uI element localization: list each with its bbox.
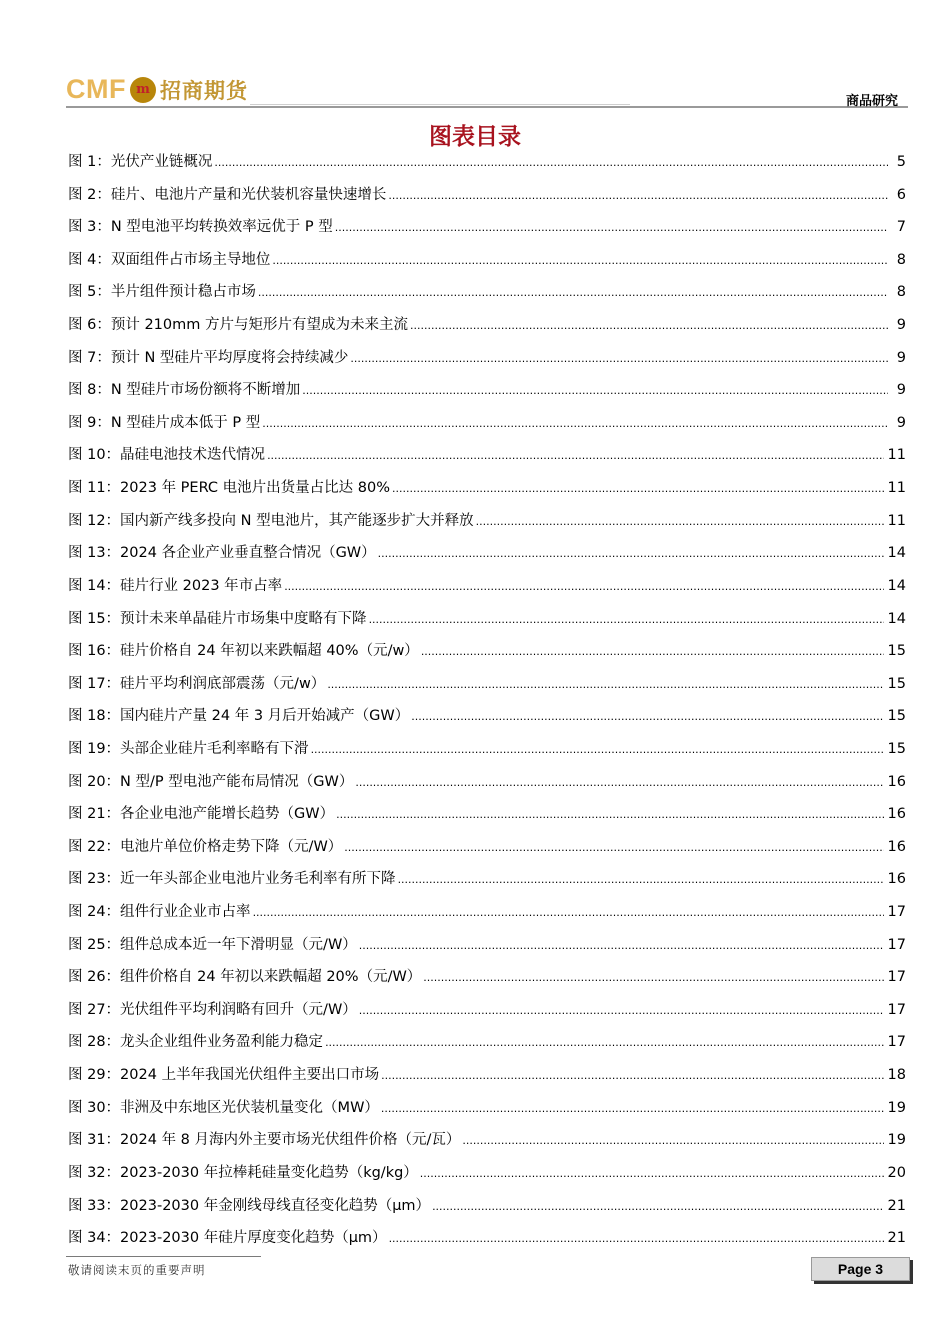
toc-dot-leader bbox=[311, 734, 884, 767]
toc-entry-page: 8 bbox=[896, 251, 906, 268]
section-label: 商品研究 bbox=[845, 94, 898, 109]
toc-dot-leader bbox=[392, 473, 884, 506]
toc-dot-leader bbox=[350, 343, 888, 376]
toc-entry-page: 11 bbox=[887, 512, 906, 529]
toc-entry[interactable] bbox=[68, 570, 906, 603]
toc-entry[interactable] bbox=[68, 635, 906, 668]
toc-entry[interactable] bbox=[68, 766, 906, 799]
toc-entry[interactable] bbox=[68, 211, 906, 244]
toc-dot-leader bbox=[462, 1125, 883, 1158]
toc-dot-leader bbox=[335, 212, 888, 245]
toc-entry-label: 图 6：预计 210mm 方片与矩形片有望成为未来主流 bbox=[68, 317, 408, 334]
toc-entry-label: 图 27：光伏组件平均利润略有回升（元/W） bbox=[68, 1001, 357, 1018]
toc-entry-label: 图 2：硅片、电池片产量和光伏装机容量快速增长 bbox=[68, 186, 387, 203]
toc-entry[interactable] bbox=[68, 374, 906, 407]
toc-entry[interactable] bbox=[68, 700, 906, 733]
toc-entry[interactable] bbox=[68, 863, 906, 896]
toc-entry-label: 图 17：硅片平均利润底部震荡（元/w） bbox=[68, 675, 326, 692]
toc-entry[interactable] bbox=[68, 1190, 906, 1223]
toc-entry-label: 图 13：2024 各企业产业垂直整合情况（GW） bbox=[68, 545, 376, 562]
toc-entry-label: 图 24：组件行业企业市占率 bbox=[68, 904, 251, 921]
toc-entry[interactable] bbox=[68, 407, 906, 440]
toc-entry[interactable] bbox=[68, 505, 906, 538]
toc-entry-page: 17 bbox=[887, 1034, 906, 1051]
toc-entry-page: 17 bbox=[887, 1001, 906, 1018]
toc-dot-leader bbox=[389, 1223, 884, 1256]
toc-entry-label: 图 16：硅片价格自 24 年初以来跌幅超 40%（元/w） bbox=[68, 643, 419, 660]
toc-entry[interactable] bbox=[68, 1222, 906, 1255]
toc-entry[interactable] bbox=[68, 244, 906, 277]
toc-entry[interactable] bbox=[68, 1059, 906, 1092]
toc-entry-label: 图 5：半片组件预计稳占市场 bbox=[68, 284, 256, 301]
toc-dot-leader bbox=[359, 995, 884, 1028]
toc-entry[interactable] bbox=[68, 831, 906, 864]
toc-entry-label: 图 33：2023-2030 年金刚线母线直径变化趋势（μm） bbox=[68, 1197, 431, 1214]
toc-dot-leader bbox=[327, 669, 883, 702]
toc-entry[interactable] bbox=[68, 1157, 906, 1190]
toc-dot-leader bbox=[267, 440, 883, 473]
toc-entry-label: 图 25：组件总成本近一年下滑明显（元/W） bbox=[68, 936, 357, 953]
toc-entry-page: 14 bbox=[887, 545, 906, 562]
toc-dot-leader bbox=[381, 1060, 883, 1093]
toc-entry-label: 图 3：N 型电池平均转换效率远优于 P 型 bbox=[68, 219, 333, 236]
toc-entry[interactable] bbox=[68, 733, 906, 766]
toc-entry-page: 21 bbox=[887, 1230, 906, 1247]
toc-dot-leader bbox=[284, 571, 883, 604]
toc-entry-label: 图 28：龙头企业组件业务盈利能力稳定 bbox=[68, 1034, 324, 1051]
toc-entry-page: 15 bbox=[887, 740, 906, 757]
toc-entry-label: 图 15：预计未来单晶硅片市场集中度略有下降 bbox=[68, 610, 367, 627]
toc-dot-leader bbox=[411, 701, 883, 734]
toc-entry-page: 18 bbox=[887, 1067, 906, 1084]
toc-entry[interactable] bbox=[68, 1124, 906, 1157]
footer-disclaimer: 敬请阅读末页的重要声明 bbox=[68, 1263, 206, 1277]
toc-dot-leader bbox=[336, 799, 883, 832]
toc-entry[interactable] bbox=[68, 179, 906, 212]
toc-dot-leader bbox=[432, 1191, 883, 1224]
toc-entry[interactable] bbox=[68, 472, 906, 505]
toc-entry[interactable] bbox=[68, 146, 906, 179]
toc-dot-leader bbox=[355, 767, 883, 800]
toc-entry-label: 图 26：组件价格自 24 年初以来跌幅超 20%（元/W） bbox=[68, 969, 422, 986]
toc-entry-label: 图 14：硅片行业 2023 年市占率 bbox=[68, 577, 283, 594]
toc-entry-page: 9 bbox=[896, 317, 906, 334]
toc-entry-page: 16 bbox=[887, 773, 906, 790]
toc-entry-page: 14 bbox=[887, 577, 906, 594]
toc-dot-leader bbox=[410, 310, 888, 343]
logo-emblem-icon: m bbox=[130, 77, 156, 103]
toc-entry-label: 图 23：近一年头部企业电池片业务毛利率有所下降 bbox=[68, 871, 396, 888]
toc-entry-page: 17 bbox=[887, 936, 906, 953]
toc-entry[interactable] bbox=[68, 994, 906, 1027]
toc-entry-label: 图 1：光伏产业链概况 bbox=[68, 154, 213, 170]
toc-entry-page: 8 bbox=[896, 284, 906, 301]
header-divider bbox=[66, 106, 908, 108]
toc-dot-leader bbox=[214, 147, 888, 180]
toc-dot-leader bbox=[359, 930, 884, 963]
toc-entry-label: 图 11：2023 年 PERC 电池片出货量占比达 80% bbox=[68, 480, 391, 497]
logo-cmf-text: CMF bbox=[66, 74, 126, 104]
toc-entry[interactable] bbox=[68, 798, 906, 831]
toc-entry-label: 图 4：双面组件占市场主导地位 bbox=[68, 251, 271, 268]
company-logo bbox=[66, 74, 248, 105]
toc-entry-page: 20 bbox=[887, 1164, 906, 1181]
toc-entry-page: 11 bbox=[887, 480, 906, 497]
toc-entry-page: 9 bbox=[896, 382, 906, 399]
logo-cn-text: 招商期货 bbox=[159, 77, 248, 103]
toc-entry-page: 5 bbox=[896, 154, 906, 170]
toc-entry-label: 图 32：2023-2030 年拉棒耗硅量变化趋势（kg/kg） bbox=[68, 1164, 418, 1181]
toc-dot-leader bbox=[423, 962, 883, 995]
toc-dot-leader bbox=[302, 375, 888, 408]
toc-entry-label: 图 18：国内硅片产量 24 年 3 月后开始减产（GW） bbox=[68, 708, 410, 725]
toc-entry[interactable] bbox=[68, 1092, 906, 1125]
toc-dot-leader bbox=[262, 408, 888, 441]
footer-divider bbox=[66, 1256, 261, 1257]
toc-entry[interactable] bbox=[68, 537, 906, 570]
toc-entry[interactable] bbox=[68, 961, 906, 994]
toc-entry-page: 19 bbox=[887, 1132, 906, 1149]
toc-entry-page: 14 bbox=[887, 610, 906, 627]
toc-entry[interactable] bbox=[68, 668, 906, 701]
toc-entry-page: 9 bbox=[896, 414, 906, 431]
toc-dot-leader bbox=[398, 864, 884, 897]
toc-dot-leader bbox=[258, 277, 888, 310]
toc-entry[interactable] bbox=[68, 929, 906, 962]
toc-entry-label: 图 34：2023-2030 年硅片厚度变化趋势（μm） bbox=[68, 1230, 387, 1247]
toc-entry-page: 9 bbox=[896, 349, 906, 366]
toc-entry-page: 17 bbox=[887, 904, 906, 921]
toc-dot-leader bbox=[369, 604, 884, 637]
toc-entry-label: 图 12：国内新产线多投向 N 型电池片，其产能逐步扩大并释放 bbox=[68, 512, 474, 529]
toc-entry-label: 图 22：电池片单位价格走势下降（元/W） bbox=[68, 838, 343, 855]
toc-dot-leader bbox=[344, 832, 883, 865]
toc-dot-leader bbox=[381, 1093, 884, 1126]
toc-dot-leader bbox=[272, 245, 888, 278]
page-header bbox=[0, 0, 950, 110]
toc-entry-page: 17 bbox=[887, 969, 906, 986]
toc-title: 图表目录 bbox=[429, 124, 521, 150]
toc-dot-leader bbox=[325, 1027, 883, 1060]
toc-dot-leader bbox=[421, 636, 884, 669]
toc-entry-label: 图 8：N 型硅片市场份额将不断增加 bbox=[68, 382, 301, 399]
toc-entry[interactable] bbox=[68, 309, 906, 342]
toc-dot-leader bbox=[253, 897, 884, 930]
toc-entry[interactable] bbox=[68, 1026, 906, 1059]
toc-entry[interactable] bbox=[68, 439, 906, 472]
toc-entry-page: 15 bbox=[887, 675, 906, 692]
toc-entry-page: 16 bbox=[887, 871, 906, 888]
toc-entry[interactable] bbox=[68, 276, 906, 309]
toc-entry-label: 图 9：N 型硅片成本低于 P 型 bbox=[68, 414, 261, 431]
toc-entry-page: 16 bbox=[887, 838, 906, 855]
table-of-figures bbox=[68, 146, 906, 1255]
toc-entry-page: 7 bbox=[896, 219, 906, 236]
toc-entry-page: 15 bbox=[887, 708, 906, 725]
toc-entry[interactable] bbox=[68, 603, 906, 636]
toc-entry-page: 21 bbox=[887, 1197, 906, 1214]
header-accent-line bbox=[250, 104, 630, 105]
toc-dot-leader bbox=[420, 1158, 884, 1191]
toc-entry-label: 图 19：头部企业硅片毛利率略有下滑 bbox=[68, 740, 309, 757]
toc-dot-leader bbox=[476, 506, 884, 539]
toc-entry-label: 图 29：2024 上半年我国光伏组件主要出口市场 bbox=[68, 1067, 380, 1084]
toc-entry-page: 15 bbox=[887, 643, 906, 660]
toc-entry-label: 图 21：各企业电池产能增长趋势（GW） bbox=[68, 806, 335, 823]
toc-entry[interactable] bbox=[68, 342, 906, 375]
toc-entry-label: 图 31：2024 年 8 月海内外主要市场光伏组件价格（元/瓦） bbox=[68, 1132, 461, 1149]
toc-entry[interactable] bbox=[68, 896, 906, 929]
toc-entry-page: 16 bbox=[887, 806, 906, 823]
toc-entry-label: 图 10：晶硅电池技术迭代情况 bbox=[68, 447, 266, 464]
toc-entry-label: 图 7：预计 N 型硅片平均厚度将会持续减少 bbox=[68, 349, 349, 366]
toc-dot-leader bbox=[378, 538, 884, 571]
toc-dot-leader bbox=[388, 180, 888, 213]
page-number-badge: Page 3 bbox=[811, 1257, 910, 1281]
toc-entry-label: 图 30：非洲及中东地区光伏装机量变化（MW） bbox=[68, 1099, 379, 1116]
toc-entry-label: 图 20：N 型/P 型电池产能布局情况（GW） bbox=[68, 773, 354, 790]
toc-entry-page: 19 bbox=[887, 1099, 906, 1116]
toc-entry-page: 11 bbox=[887, 447, 906, 464]
toc-entry-page: 6 bbox=[896, 186, 906, 203]
